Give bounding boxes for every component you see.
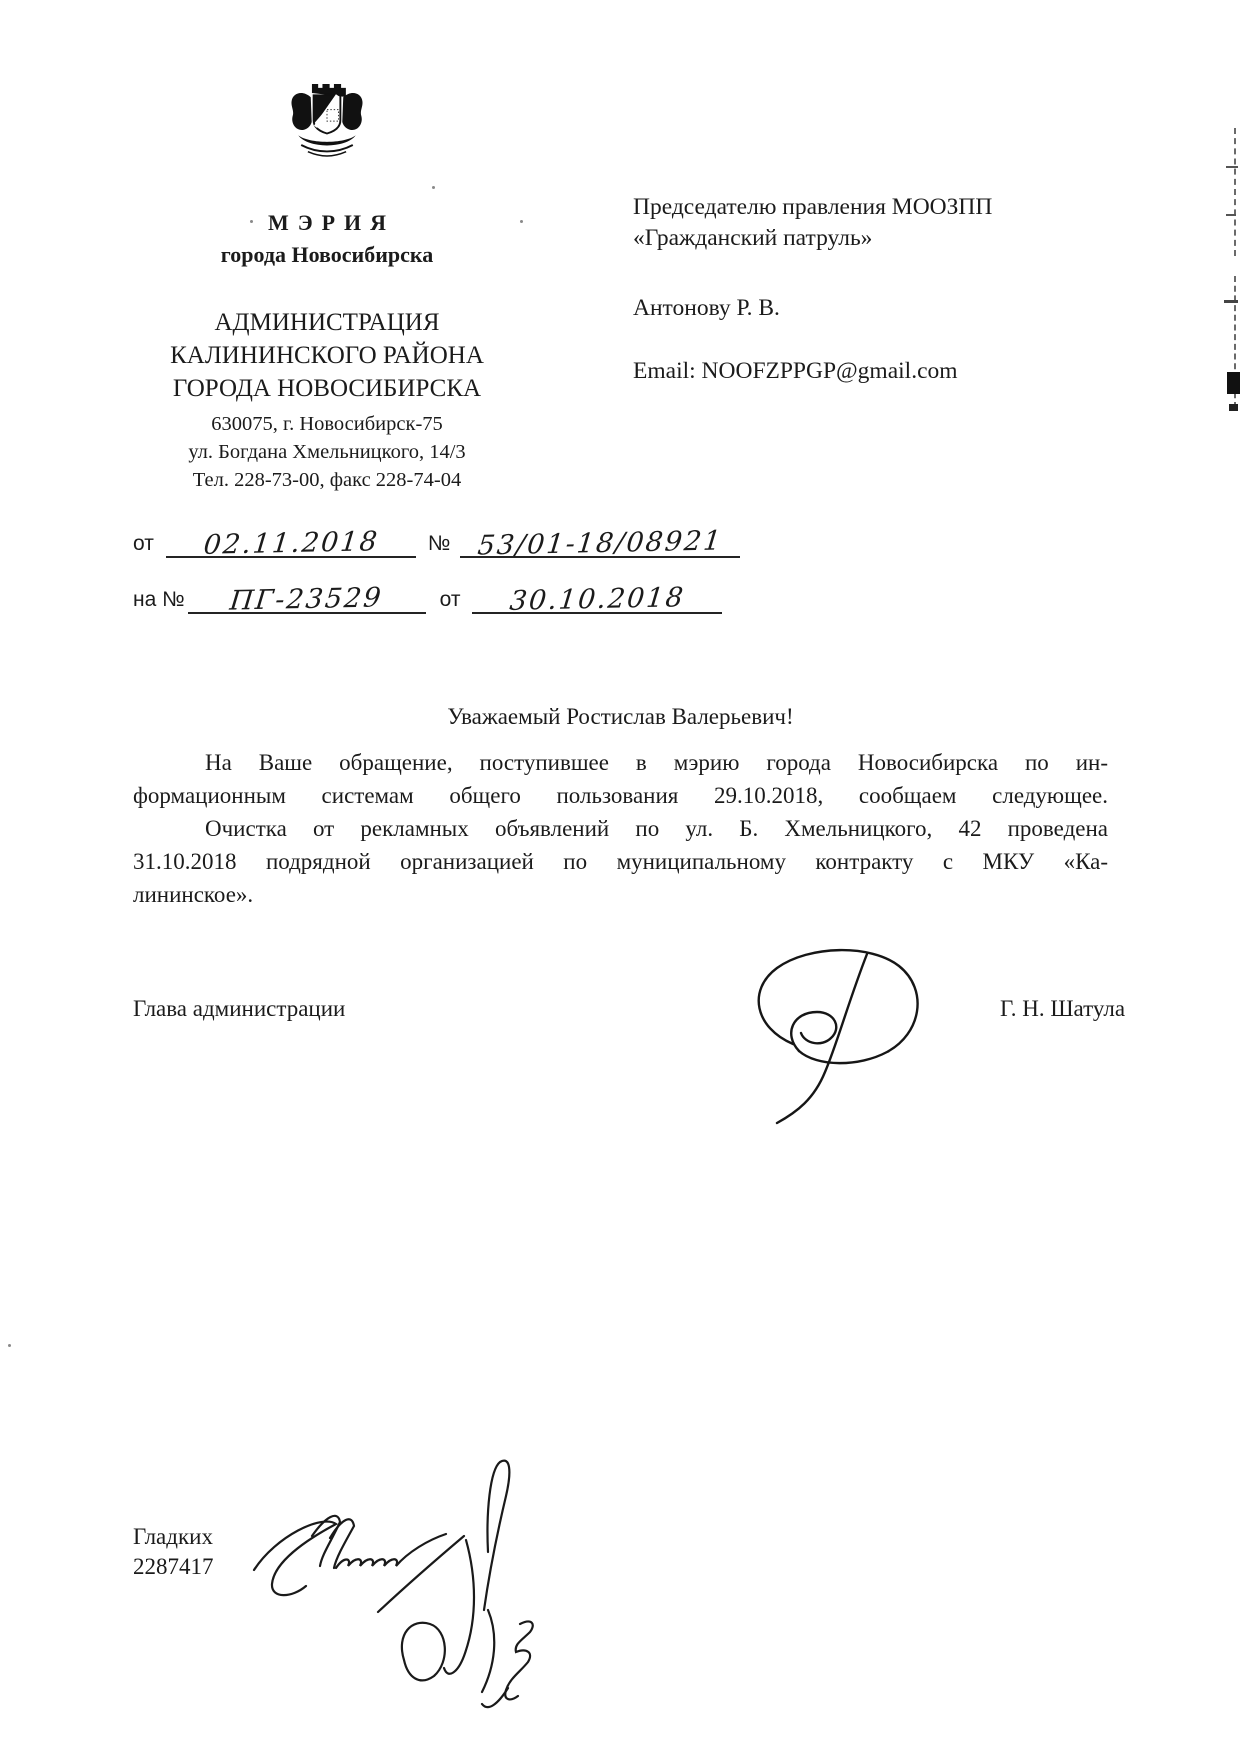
address-postal: 630075, г. Новосибирск-75: [211, 413, 443, 435]
novosibirsk-coat-of-arms-icon: [279, 80, 375, 166]
scan-edge-mark: [1229, 404, 1238, 411]
signatory-name: Г. Н. Шатула: [1000, 996, 1126, 1021]
org-name-mayor-office: МЭРИЯ: [267, 210, 396, 235]
scan-edge-mark: [1226, 166, 1238, 168]
scan-edge-mark: [1227, 372, 1240, 394]
body-line: Очистка от рекламных объявлений по ул. Б. Хмельницкого, 42 проведена: [205, 816, 1108, 841]
division-line-2: КАЛИНИНСКОГО РАЙОНА: [170, 342, 484, 369]
incoming-date-handwritten: 30.10.2018: [508, 582, 687, 617]
org-name-city: города Новосибирска: [220, 242, 434, 267]
address-phone-fax: Тел. 228-73-00, факс 228-74-04: [192, 469, 462, 491]
scan-edge-mark: [1224, 300, 1238, 303]
salutation: Уважаемый Ростислав Валерьевич!: [447, 704, 794, 729]
scan-edge-mark: [1234, 128, 1236, 256]
body-line: На Ваше обращение, поступившее в мэрию города Новосибирска по ин-: [205, 750, 1108, 775]
body-line: лининское».: [133, 882, 254, 907]
division-line-1: АДМИНИСТРАЦИЯ: [214, 309, 440, 336]
incoming-number-label: на №: [133, 588, 185, 611]
recipient-email: Email: NOOFZPPGP@gmail.com: [633, 358, 958, 384]
outgoing-date-handwritten: 02.11.2018: [201, 526, 380, 561]
division-line-3: ГОРОДА НОВОСИБИРСКА: [172, 375, 482, 402]
letter-body: [133, 746, 1108, 911]
scan-speck: [8, 1344, 11, 1347]
incoming-number-line: [188, 581, 426, 617]
recipient-title-line-2: «Гражданский патруль»: [633, 225, 873, 251]
incoming-date-line: [472, 581, 722, 617]
recipient-name: Антонову Р. В.: [633, 295, 780, 321]
signatory-position: Глава администрации: [133, 996, 346, 1021]
reference-block: [133, 516, 793, 617]
letterhead: [128, 80, 526, 494]
recipient-title-line-1: Председателю правления МООЗПП: [633, 194, 993, 220]
incoming-date-label: от: [439, 588, 461, 611]
scan-edge-mark: [1226, 214, 1236, 216]
outgoing-date-line: [166, 525, 416, 561]
outgoing-number-handwritten: 53/01-18/08921: [476, 525, 725, 562]
scan-speck: [432, 186, 435, 189]
address-street: ул. Богдана Хмельницкого, 14/3: [188, 441, 466, 463]
recipient-block: [633, 192, 1113, 387]
incoming-number-handwritten: ПГ-23529: [228, 582, 385, 617]
outgoing-number-label: №: [427, 532, 451, 555]
executor-phone: 2287417: [133, 1554, 214, 1579]
scan-speck: [520, 220, 523, 223]
executor-block: [133, 1522, 214, 1582]
outgoing-reference-row: [133, 516, 793, 562]
body-line: 31.10.2018 подрядной организацией по муниципальному контракту с МКУ «Ка-: [133, 849, 1108, 874]
incoming-reference-row: [133, 572, 793, 617]
executor-signature-scrawl: [236, 1452, 536, 1727]
outgoing-date-label: от: [133, 532, 154, 555]
scan-speck: [250, 220, 253, 223]
executor-name: Гладких: [133, 1524, 213, 1549]
outgoing-number-line: [460, 525, 740, 562]
body-line: формационным системам общего пользования 29.10.2018, сообщаем следующее.: [133, 783, 1108, 808]
head-signature: [735, 946, 930, 1126]
